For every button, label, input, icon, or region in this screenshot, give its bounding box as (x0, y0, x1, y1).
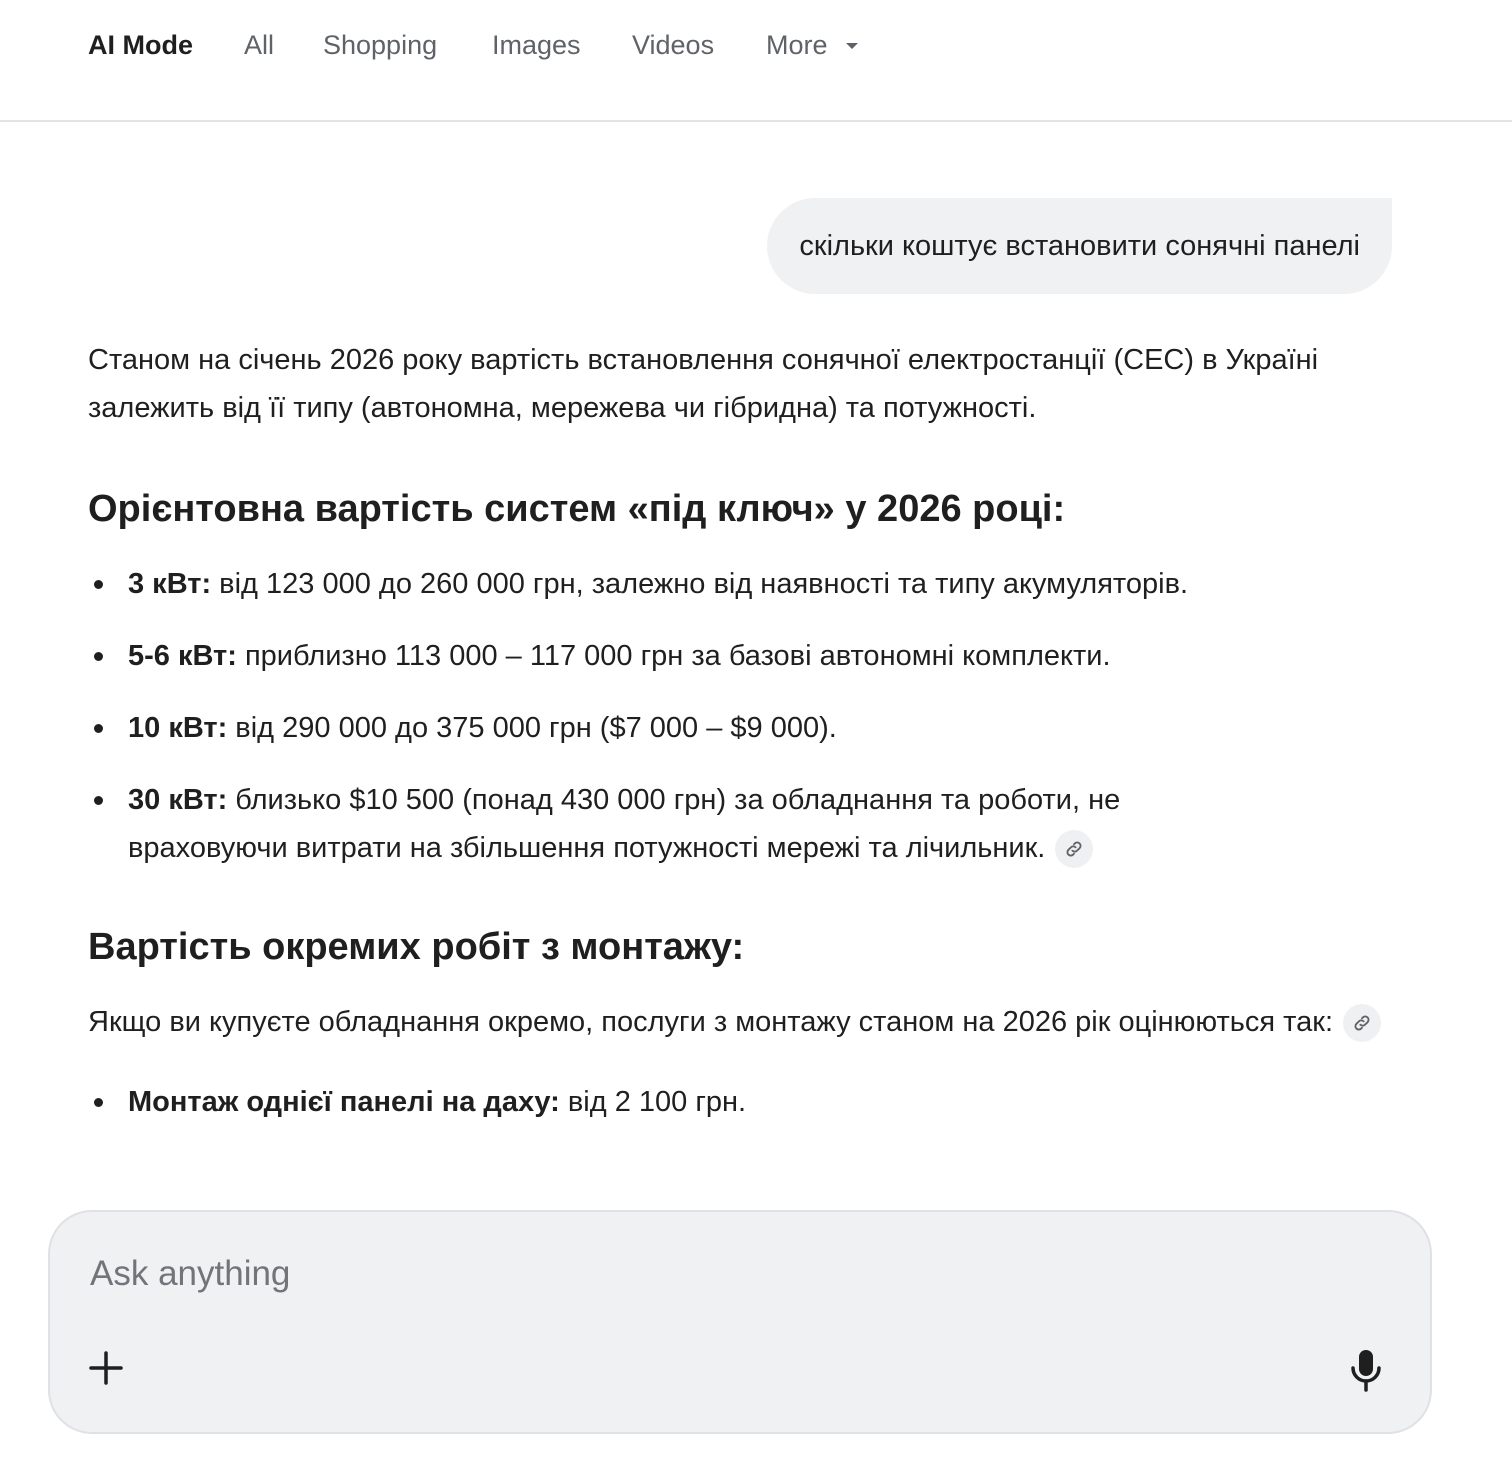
tab-videos[interactable]: Videos (632, 30, 715, 60)
section2-heading: Вартість окремих робіт з монтажу: (88, 926, 745, 968)
list-item-text: від 290 000 до 375 000 грн ($7 000 – $9 000). (227, 712, 837, 744)
list-item-bold: 3 кВт: (128, 568, 212, 600)
list-item-bold: 30 кВт: (128, 784, 228, 816)
list-item-text: від 123 000 до 260 000 грн, залежно від наявності та типу акумуляторів. (211, 568, 1189, 600)
ask-composer[interactable] (48, 1210, 1432, 1434)
tab-shopping[interactable]: Shopping (323, 30, 438, 60)
list-item-bold: 10 кВт: (128, 712, 228, 744)
user-query-bubble (767, 198, 1392, 294)
list-item (88, 632, 1408, 680)
tab-more[interactable] (766, 26, 858, 64)
plus-icon[interactable] (86, 1348, 126, 1388)
search-tabs (0, 0, 1512, 122)
list-item (88, 704, 1408, 752)
list-item-text: від 2 100 грн. (559, 1086, 747, 1118)
list-item-bold: Монтаж однієї панелі на даху: (128, 1086, 560, 1118)
microphone-icon[interactable] (1346, 1348, 1386, 1392)
section2-intro (88, 998, 1408, 1046)
answer-intro: Станом на січень 2026 року вартість встановлення сонячної електростанції (СЕС) в Україні залежить від її типу (автономна, мережева чи гібридна) та потужності. (88, 344, 1319, 424)
source-link-button[interactable] (1055, 830, 1093, 868)
list-item (88, 1078, 1408, 1126)
tab-ai-mode[interactable]: AI Mode (88, 30, 193, 60)
tab-more-label: More (766, 30, 828, 60)
list-item-text: близько $10 500 (понад 430 000 грн) за обладнання та роботи, не враховуючи витрати на збільшення потужності мережі та лічильник. (128, 784, 1121, 864)
section1-list (88, 560, 1408, 872)
section2-intro-text: Якщо ви купуєте обладнання окремо, послуги з монтажу станом на 2026 рік оцінюються так: (88, 1006, 1334, 1038)
source-link-button[interactable] (1343, 1004, 1381, 1042)
list-item-bold: 5-6 кВт: (128, 640, 237, 672)
tab-images[interactable]: Images (492, 30, 581, 60)
list-item (88, 560, 1408, 608)
ask-input[interactable]: Ask anything (90, 1254, 291, 1293)
section2-list (88, 1078, 1408, 1126)
link-icon (1064, 839, 1084, 859)
caret-down-icon (846, 43, 858, 49)
ai-answer (88, 336, 1408, 1126)
tab-all[interactable]: All (244, 30, 275, 60)
list-item (88, 776, 1408, 872)
user-query-text: скільки коштує встановити сонячні панелі (799, 229, 1360, 262)
list-item-text: приблизно 113 000 – 117 000 грн за базові автономні комплекти. (236, 640, 1111, 672)
section1-heading: Орієнтовна вартість систем «під ключ» у 2026 році: (88, 488, 1066, 530)
link-icon (1352, 1013, 1372, 1033)
